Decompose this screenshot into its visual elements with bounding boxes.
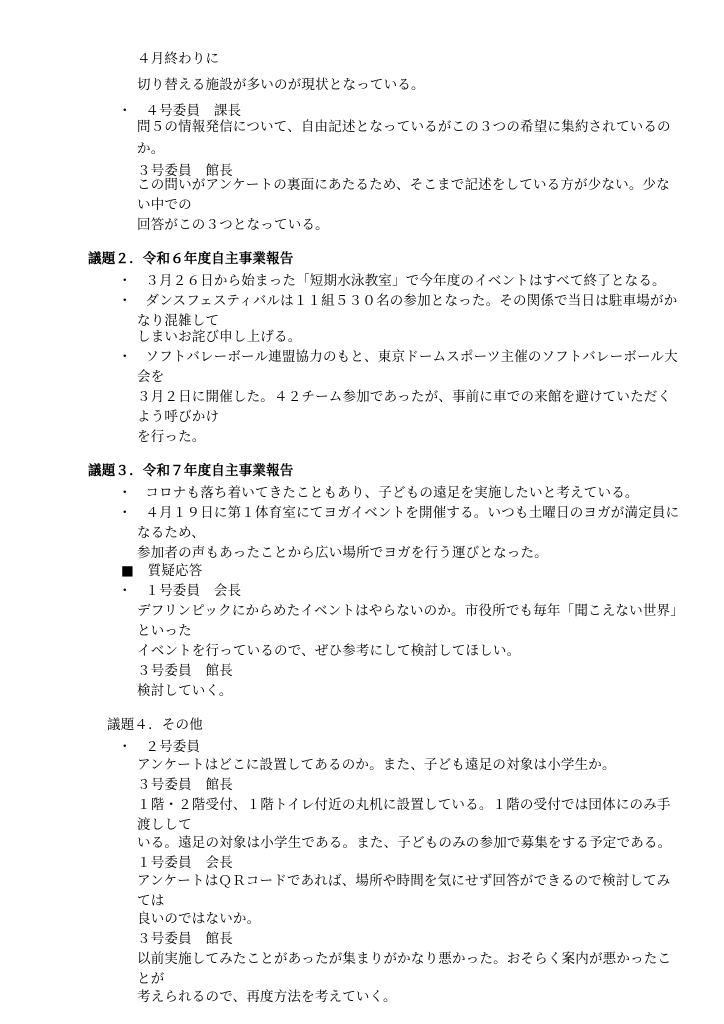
text-line: 参加者の声もあったことから広い場所でヨガを行う運びとなった。	[137, 545, 548, 561]
text-line: ３号委員 館長	[137, 777, 233, 793]
text-line: なるため、	[137, 525, 205, 541]
text-line: ・ ２号委員	[118, 739, 201, 755]
text-line: 会を	[137, 369, 165, 385]
text-line: いる。遠足の対象は小学生である。また、子どものみの参加で募集をする予定である。	[137, 835, 672, 851]
text-line: ・ ４号委員 課長	[118, 103, 242, 119]
text-line: 問５の情報発信について、自由記述となっているがこの３つの希望に集約されているの	[137, 119, 671, 135]
text-line: この問いがアンケートの裏面にあたるため、そこまで記述をしている方が少ない。少な	[137, 177, 670, 193]
text-line: １階・２階受付、１階トイレ付近の丸机に設置している。１階の受付では団体にのみ手	[137, 797, 671, 813]
text-line: ３号委員 館長	[137, 931, 233, 947]
text-line: ■ 質疑応答	[121, 563, 203, 579]
text-line: ・ コロナも落ち着いてきたこともあり、子どもの遠足を実施したいと考えている。	[118, 485, 639, 501]
text-line: ・ ダンスフェスティバルは１１組５３０名の参加となった。その関係で当日は駐車場がか	[118, 293, 678, 309]
text-line: といった	[137, 623, 192, 639]
text-line: １号委員 会長	[137, 855, 233, 871]
text-line: イベントを行っているので、ぜひ参考にして検討してほしい。	[137, 643, 521, 659]
text-line: 考えられるので、再度方法を考えていく。	[137, 989, 397, 1005]
text-line: ３号委員 館長	[137, 163, 233, 179]
text-line: 議題４．その他	[107, 717, 203, 733]
text-line: ては	[137, 893, 165, 909]
text-line: 検討していく。	[137, 683, 233, 699]
text-line: 回答がこの３つとなっている。	[137, 217, 329, 233]
text-line: 渡しして	[137, 817, 192, 833]
text-line: い中での	[137, 197, 192, 213]
text-line: しまいお詫び申し上げる。	[137, 329, 302, 345]
text-line: ３月２日に開催した。４２チーム参加であったが、事前に車での来館を避けていただく	[137, 389, 672, 405]
text-line: アンケートはＱＲコードであれば、場所や時間を気にせず回答ができるので検討してみ	[137, 873, 671, 889]
text-line: ３号委員 館長	[137, 663, 233, 679]
text-line: 切り替える施設が多いのが現状となっている。	[137, 77, 425, 93]
text-line: なり混雑して	[137, 313, 220, 329]
text-line: とが	[137, 971, 165, 987]
text-line: 議題３．令和７年度自主事業報告	[88, 463, 294, 479]
text-line: ４月終わりに	[137, 51, 220, 67]
text-line: 良いのではないか。	[137, 911, 261, 927]
text-line: アンケートはどこに設置してあるのか。また、子ども遠足の対象は小学生か。	[137, 757, 616, 773]
text-line: を行った。	[137, 429, 206, 445]
text-line: デフリンピックにからめたイベントはやらないのか。市役所でも毎年「聞こえない世界」	[137, 603, 684, 619]
text-line: か。	[137, 141, 165, 157]
text-line: 議題２．令和６年度自主事業報告	[88, 251, 294, 267]
text-line: ・ ３月２６日から始まった「短期水泳教室」で今年度のイベントはすべて終了となる。	[118, 273, 666, 289]
text-line: ・ ソフトバレーボール連盟協力のもと、東京ドームスポーツ主催のソフトバレーボール大	[118, 349, 678, 365]
text-line: ・ １号委員 会長	[118, 583, 242, 599]
text-line: よう呼びかけ	[137, 409, 220, 425]
text-line: 以前実施してみたことがあったが集まりがかなり悪かった。おそらく案内が悪かったこ	[137, 951, 672, 967]
text-line: ・ ４月１９日に第１体育室にてヨガイベントを開催する。いつも土曜日のヨガが満定員に	[118, 505, 680, 521]
